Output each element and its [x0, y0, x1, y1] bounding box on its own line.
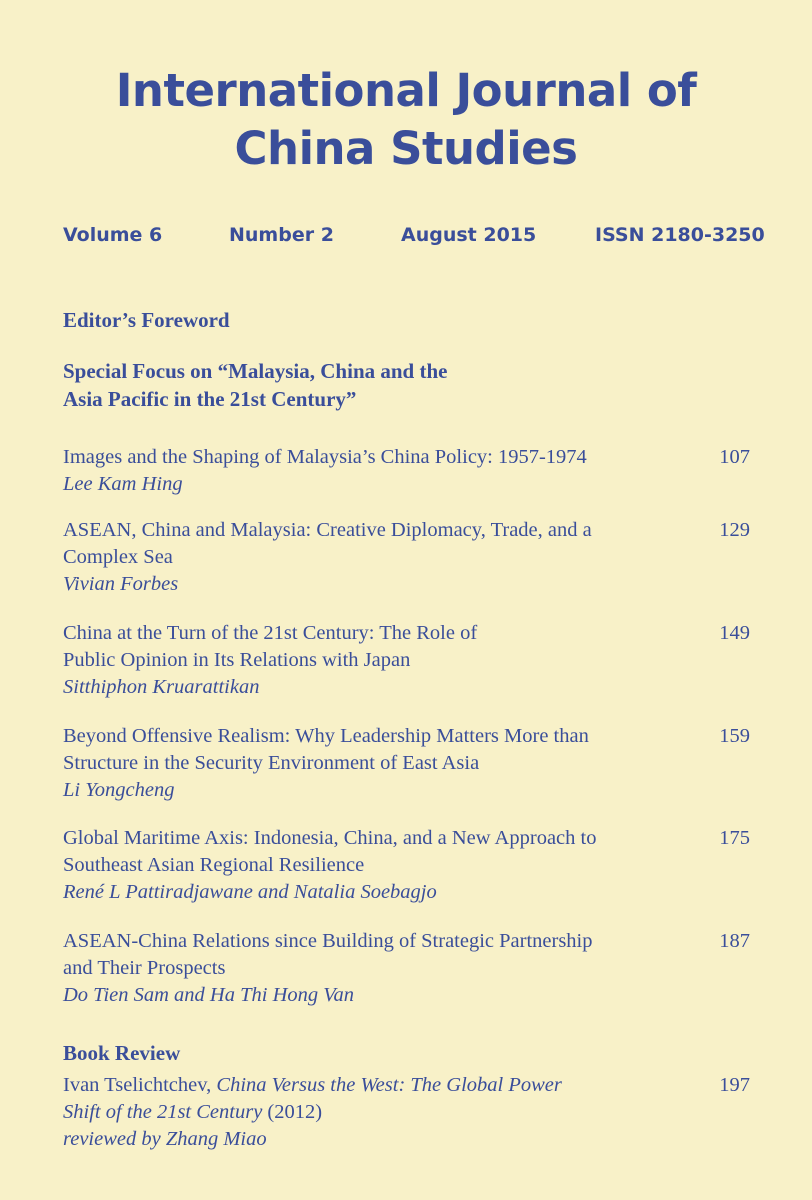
- number-label: Number 2: [229, 224, 334, 246]
- article-title-line2: Public Opinion in Its Relations with Japan: [63, 649, 411, 671]
- special-focus-line2: Asia Pacific in the 21st Century”: [63, 387, 357, 411]
- editors-foreword-heading: Editor’s Foreword: [63, 308, 230, 332]
- toc-entry: [63, 444, 753, 498]
- book-review-citation: [63, 1072, 693, 1126]
- article-title-line1: Global Maritime Axis: Indonesia, China, and a New Approach to: [63, 827, 597, 849]
- article-title-line1: China at the Turn of the 21st Century: The Role of: [63, 622, 478, 644]
- article-page-number: 187: [719, 930, 750, 952]
- article-title-line1: ASEAN, China and Malaysia: Creative Diplomacy, Trade, and a: [63, 519, 592, 541]
- article-title-line1: Beyond Offensive Realism: Why Leadership Matters More than: [63, 725, 589, 747]
- article-author: Do Tien Sam and Ha Thi Hong Van: [63, 984, 355, 1006]
- article-title-line2: Complex Sea: [63, 546, 173, 568]
- book-review-heading: Book Review: [63, 1041, 181, 1065]
- article-title-line1: Images and the Shaping of Malaysia’s China Policy: 1957-1974: [63, 446, 587, 468]
- article-title: [63, 517, 693, 571]
- reviewed-book-year: (2012): [267, 1101, 323, 1123]
- article-page-number: 175: [719, 827, 750, 849]
- toc-entry: [63, 723, 753, 804]
- reviewed-book-title-line1: China Versus the West: The Global Power: [216, 1074, 562, 1096]
- article-title: [63, 928, 693, 982]
- article-page-number: 129: [719, 519, 750, 541]
- date-label: August 2015: [401, 224, 537, 246]
- article-title: [63, 620, 693, 674]
- article-page-number: 107: [719, 446, 750, 468]
- reviewed-book-author: Ivan Tselichtchev,: [63, 1074, 212, 1096]
- article-author: Vivian Forbes: [63, 573, 179, 595]
- volume-label: Volume 6: [63, 224, 163, 246]
- article-title-line2: and Their Prospects: [63, 957, 226, 979]
- article-page-number: 159: [719, 725, 750, 747]
- issn-label: ISSN 2180-3250: [595, 224, 765, 246]
- toc-entry: [63, 517, 753, 598]
- journal-title: [0, 62, 812, 178]
- article-title-line2: Southeast Asian Regional Resilience: [63, 854, 365, 876]
- article-title-line2: Structure in the Security Environment of East Asia: [63, 752, 480, 774]
- article-title: [63, 444, 693, 471]
- article-author: Li Yongcheng: [63, 779, 175, 801]
- book-review-page-number: 197: [719, 1074, 750, 1096]
- special-focus-line1: Special Focus on “Malaysia, China and the: [63, 359, 448, 383]
- journal-title-line1: International Journal of: [115, 64, 697, 117]
- article-page-number: 149: [719, 622, 750, 644]
- article-title-line1: ASEAN-China Relations since Building of Strategic Partnership: [63, 930, 593, 952]
- special-focus-heading: [63, 357, 447, 413]
- book-reviewer: reviewed by Zhang Miao: [63, 1128, 267, 1150]
- book-review-entry: [63, 1072, 753, 1153]
- article-author: René L Pattiradjawane and Natalia Soebagjo: [63, 881, 437, 903]
- reviewed-book-title-line2: Shift of the 21st Century: [63, 1101, 263, 1123]
- article-author: Sitthiphon Kruarattikan: [63, 676, 260, 698]
- article-author: Lee Kam Hing: [63, 473, 183, 495]
- journal-title-line2: China Studies: [234, 122, 578, 175]
- article-title: [63, 825, 693, 879]
- toc-entry: [63, 928, 753, 1009]
- toc-entry: [63, 620, 753, 701]
- article-title: [63, 723, 693, 777]
- toc-entry: [63, 825, 753, 906]
